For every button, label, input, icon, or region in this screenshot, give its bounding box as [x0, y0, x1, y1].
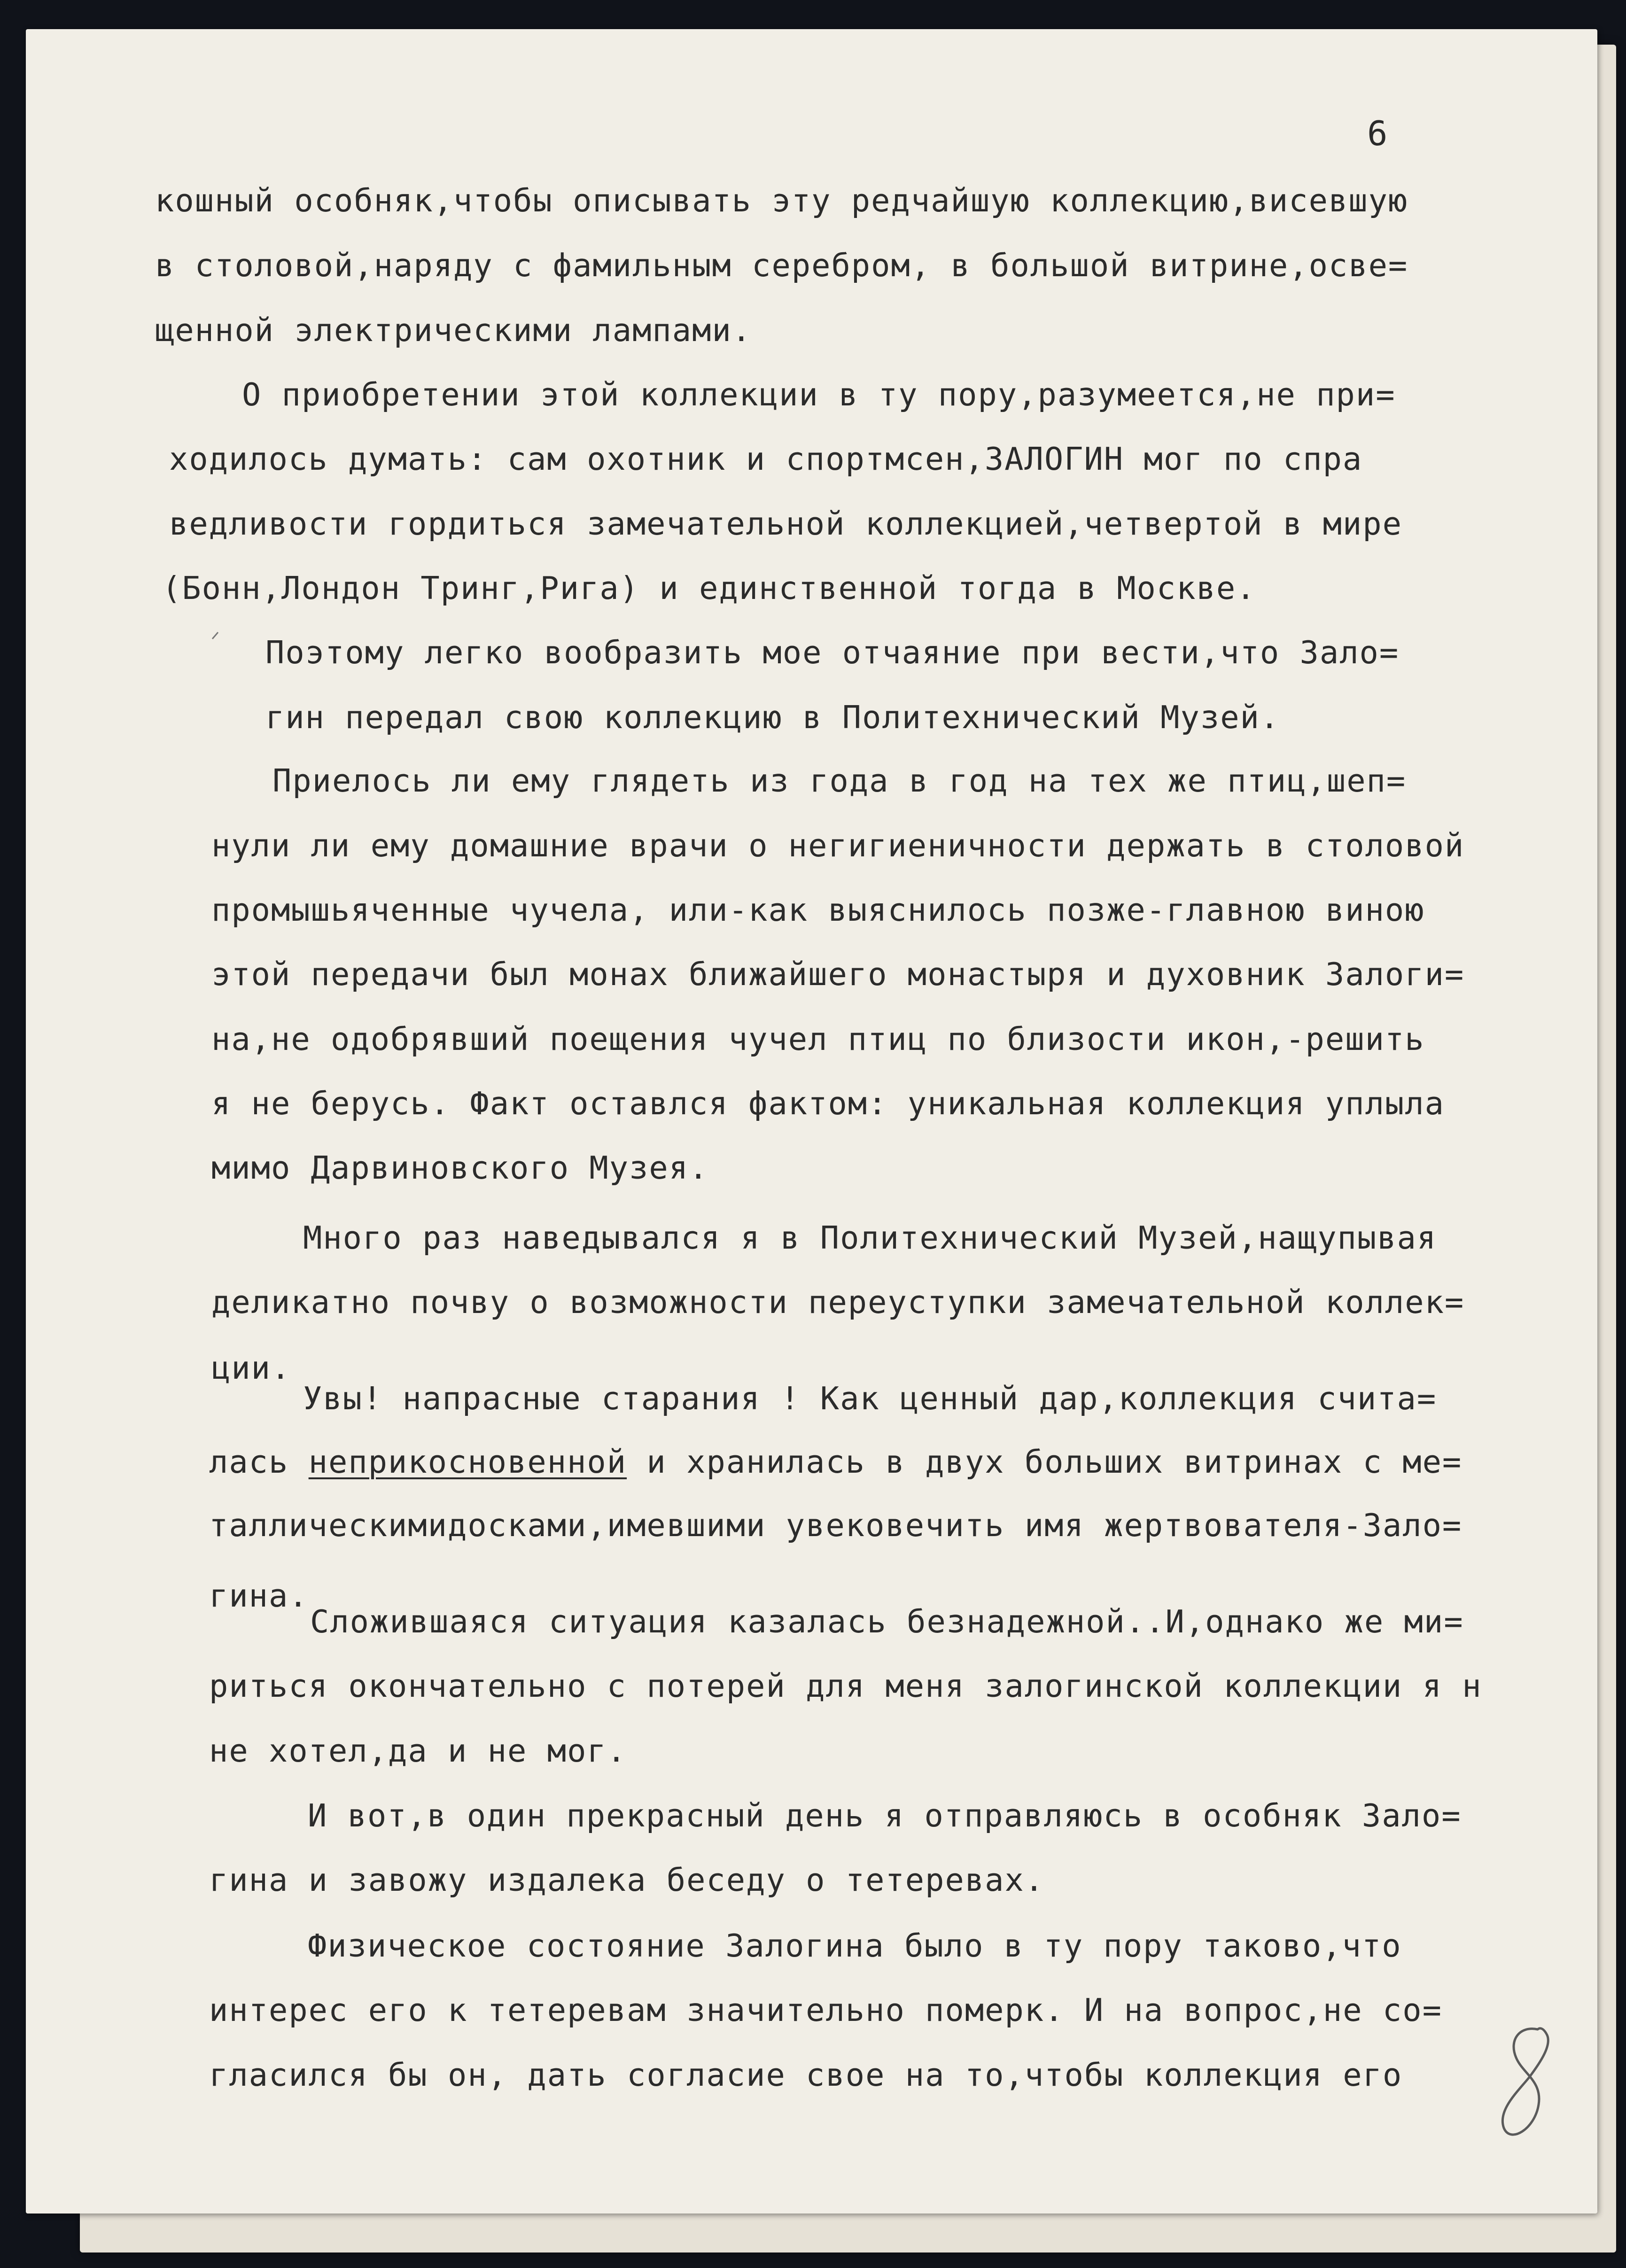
text-run: лась	[209, 1444, 309, 1480]
text-line: (Бонн,Лондон Тринг,Рига) и единственной тогда в Москве.	[162, 570, 1256, 606]
text-line-with-underline	[209, 1441, 1462, 1483]
underlined-word: неприкосновенной	[308, 1444, 627, 1480]
text-run: и хранилась в двух больших витринах с ме=	[627, 1444, 1463, 1480]
text-line: гин передал свою коллекцию в Политехнический Музей.	[265, 699, 1280, 736]
text-line: ции.	[211, 1350, 291, 1386]
text-line: О приобретении этой коллекции в ту пору,разумеется,не при=	[242, 376, 1396, 413]
page-number: 6	[1367, 114, 1388, 153]
text-line: промышьяченные чучела, или-как выяснилось позже-главною виною	[211, 892, 1425, 928]
typewritten-page	[26, 29, 1597, 2214]
text-line: этой передачи был монах ближайшего монастыря и духовник Залоги=	[211, 956, 1465, 993]
handwritten-folio-number	[1492, 2021, 1557, 2162]
text-line: Физическое состояние Залогина было в ту пору таково,что	[308, 1927, 1402, 1964]
text-line: Увы! напрасные старания ! Как ценный дар,коллекция счита=	[303, 1380, 1437, 1417]
text-line: ведливости гордиться замечательной коллекцией,четвертой в мире	[169, 505, 1402, 542]
stray-pen-mark	[211, 630, 221, 640]
text-line: гина.	[209, 1577, 309, 1614]
text-line: таллическимидосками,имевшими увековечить имя жертвователя-Зало=	[209, 1507, 1463, 1544]
text-line: Приелось ли ему глядеть из года в год на тех же птиц,шеп=	[272, 762, 1407, 799]
text-line: Много раз наведывался я в Политехнический Музей,нащупывая	[303, 1219, 1437, 1256]
text-line: щенной электрическими лампами.	[155, 312, 752, 349]
text-line: мимо Дарвиновского Музея.	[211, 1150, 709, 1186]
text-line: деликатно почву о возможности переуступки замечательной коллек=	[211, 1284, 1465, 1320]
text-line: на,не одобрявший поещения чучел птиц по близости икон,-решить	[211, 1021, 1425, 1057]
text-line: Поэтому легко вообразить мое отчаяние при вести,что Зало=	[265, 634, 1400, 671]
text-line: гина и завожу издалека беседу о тетеревах.	[209, 1862, 1045, 1898]
text-line: риться окончательно с потерей для меня залогинской коллекции я н	[209, 1668, 1482, 1704]
text-line: гласился бы он, дать согласие свое на то,чтобы коллекция его	[209, 2057, 1403, 2093]
text-line: интерес его к тетеревам значительно померк. И на вопрос,не со=	[209, 1992, 1442, 2028]
text-line: я не берусь. Факт оставлся фактом: уникальная коллекция уплыла	[211, 1085, 1445, 1122]
text-line: в столовой,наряду с фамильным серебром, в большой витрине,осве=	[155, 247, 1408, 284]
text-line: Сложившаяся ситуация казалась безнадежной..И,однако же ми=	[310, 1603, 1464, 1640]
text-line: не хотел,да и не мог.	[209, 1732, 627, 1769]
text-line: ходилось думать: сам охотник и спортмсен,ЗАЛОГИН мог по спра	[169, 441, 1363, 477]
text-line: И вот,в один прекрасный день я отправляюсь в особняк Зало=	[308, 1797, 1462, 1834]
text-line: кошный особняк,чтобы описывать эту редчайшую коллекцию,висевшую	[155, 182, 1408, 219]
text-line: нули ли ему домашние врачи о негигиеничности держать в столовой	[211, 827, 1465, 864]
